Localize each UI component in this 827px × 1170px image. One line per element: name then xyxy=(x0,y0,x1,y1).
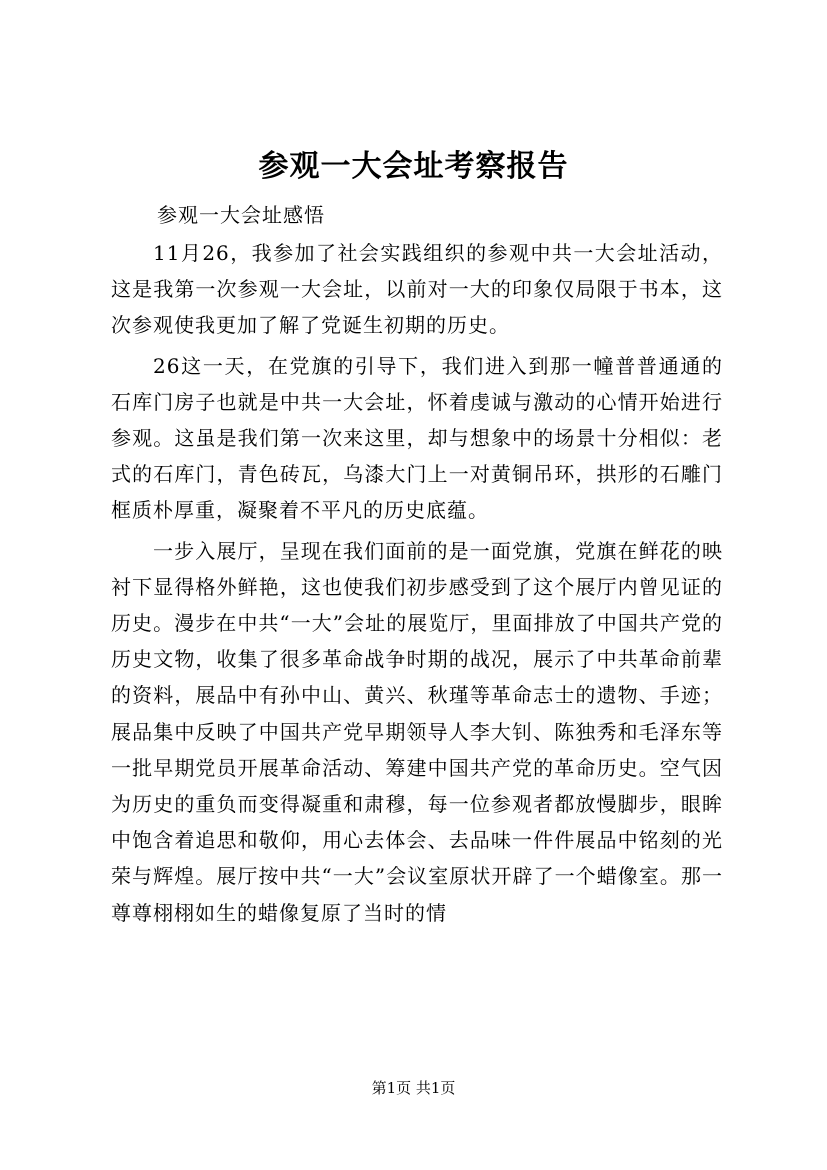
document-body xyxy=(111,199,723,931)
paragraph-3: 一步入展厅，呈现在我们面前的是一面党旗，党旗在鲜花的映衬下显得格外鲜艳，这也使我们初步感受到了这个展厅内曾见证的历史。漫步在中共“一大”会址的展览厅，里面排放了中国共产党的历史文物，收集了很多革命战争时期的战况，展示了中共革命前辈的资料，展品中有孙中山、黄兴、秋瑾等革命志士的遗物、手迹；展品集中反映了中国共产党早期领导人李大钊、陈独秀和毛泽东等一批早期党员开展革命活动、筹建中国共产党的革命历史。空气因为历史的重负而变得凝重和肃穆，每一位参观者都放慢脚步，眼眸中饱含着追思和敬仰，用心去体会、去品味一件件展品中铭刻的光荣与辉煌。展厅按中共“一大”会议室原状开辟了一个蜡像室。那一尊尊栩栩如生的蜡像复原了当时的情 xyxy=(111,538,723,925)
paragraph-1: 11月26，我参加了社会实践组织的参观中共一大会址活动，这是我第一次参观一大会址，以前对一大的印象仅局限于书本，这次参观使我更加了解了党诞生初期的历史。 xyxy=(111,241,723,338)
paragraph-2: 26这一天，在党旗的引导下，我们进入到那一幢普普通通的石库门房子也就是中共一大会址，怀着虔诚与激动的心情开始进行参观。这虽是我们第一次来这里，却与想象中的场景十分相似：老式的石库门，青色砖瓦，乌漆大门上一对黄铜吊环，拱形的石雕门框质朴厚重，凝聚着不平凡的历史底蕴。 xyxy=(111,353,723,523)
document-title: 参观一大会址考察报告 xyxy=(258,149,569,184)
page-footer: 第1页 共1页 xyxy=(371,1079,456,1097)
document-subtitle: 参观一大会址感悟 xyxy=(157,203,325,227)
